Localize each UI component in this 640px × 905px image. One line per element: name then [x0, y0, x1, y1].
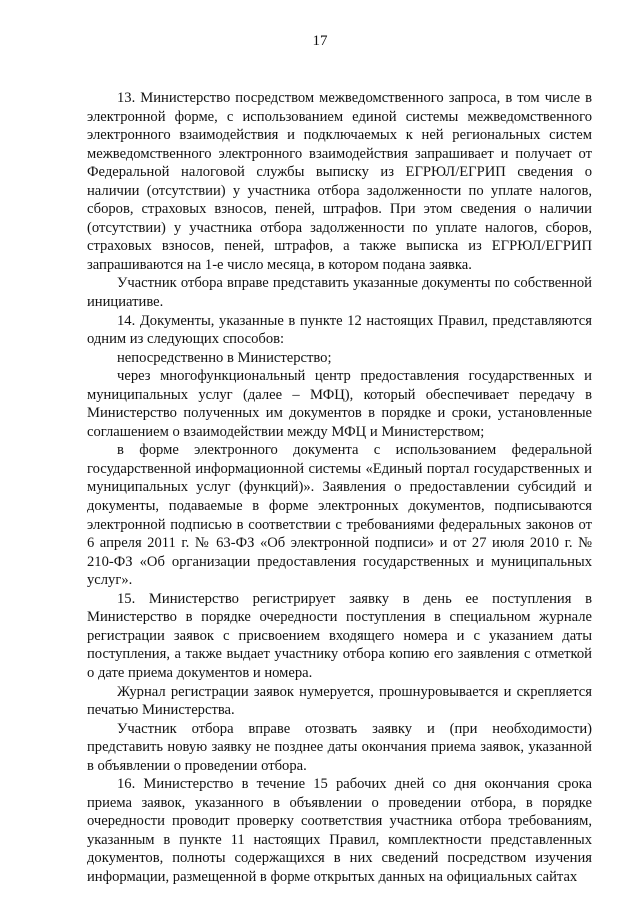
document-body — [87, 89, 592, 887]
paragraph-15: 15. Министерство регистрирует заявку в день ее поступления в Министерство в порядке очередности поступления в специальном журнале регистрации заявок с присвоением входящего номера и с указанием даты поступления, а также выдает участнику отбора копию его заявления с отметкой о дате приема документов и номера. — [87, 590, 592, 681]
paragraph-directly: непосредственно в Министерство; — [117, 349, 332, 366]
paragraph-journal: Журнал регистрации заявок нумеруется, прошнуровывается и скрепляется печатью Министерства. — [87, 683, 592, 719]
paragraph-mfc: через многофункциональный центр предоставления государственных и муниципальных услуг (далее – МФЦ), который обеспечивает передачу в Министерство полученных им документов в порядке и сроки, установленные соглашением о взаимодействии между МФЦ и Министерством; — [87, 368, 592, 440]
page-number: 17 — [312, 33, 328, 49]
paragraph-16: 16. Министерство в течение 15 рабочих дней со дня окончания срока приема заявок, указанного в объявлении о проведении отбора, в порядке очередности проводит проверку соответствия участника отбора требованиям, указанным в пункте 11 настоящих Правил, комплектности представленных документов, полноты содержащихся в них сведений посредством изучения информации, размещенной в форме открытых данных на официальных сайтах — [87, 776, 592, 885]
paragraph-withdraw: Участник отбора вправе отозвать заявку и (при необходимости) представить новую заявку не позднее даты окончания приема заявок, указанной в объявлении о проведении отбора. — [87, 720, 592, 774]
paragraph-electronic: в форме электронного документа с использованием федеральной государственной информационной системы «Единый портал государственных и муниципальных услуг (функций)». Заявления о предоставлении субсидий и документы, подаваемые в форме электронных документов, подписываются электронной подписью в соответствии с требованиями федеральных законов от 6 апреля 2011 г. № 63-ФЗ «Об электронной подписи» и от 27 июля 2010 г. № 210-ФЗ «Об организации предоставления государственных и муниципальных услуг». — [87, 442, 592, 589]
paragraph-13: 13. Министерство посредством межведомственного запроса, в том числе в электронной форме, с использованием единой системы межведомственного электронного взаимодействия и подключаемых к ней региональных систем межведомственного электронного взаимодействия запрашивает и получает от Федеральной налоговой службы выписку из ЕГРЮЛ/ЕГРИП сведения о наличии (отсутствии) у участника отбора задолженности по уплате налогов, сборов, страховых взносов, пеней, штрафов. При этом сведения о наличии (отсутствии) у участника отбора задолженности по уплате налогов, сборов, страховых взносов, пеней, штрафов, а также выписка из ЕГРЮЛ/ЕГРИП запрашиваются на 1-е число месяца, в котором подана заявка. — [87, 90, 592, 273]
paragraph-own-initiative: Участник отбора вправе представить указанные документы по собственной инициативе. — [87, 275, 592, 311]
paragraph-14: 14. Документы, указанные в пункте 12 настоящих Правил, представляются одним из следующих способов: — [87, 312, 592, 348]
